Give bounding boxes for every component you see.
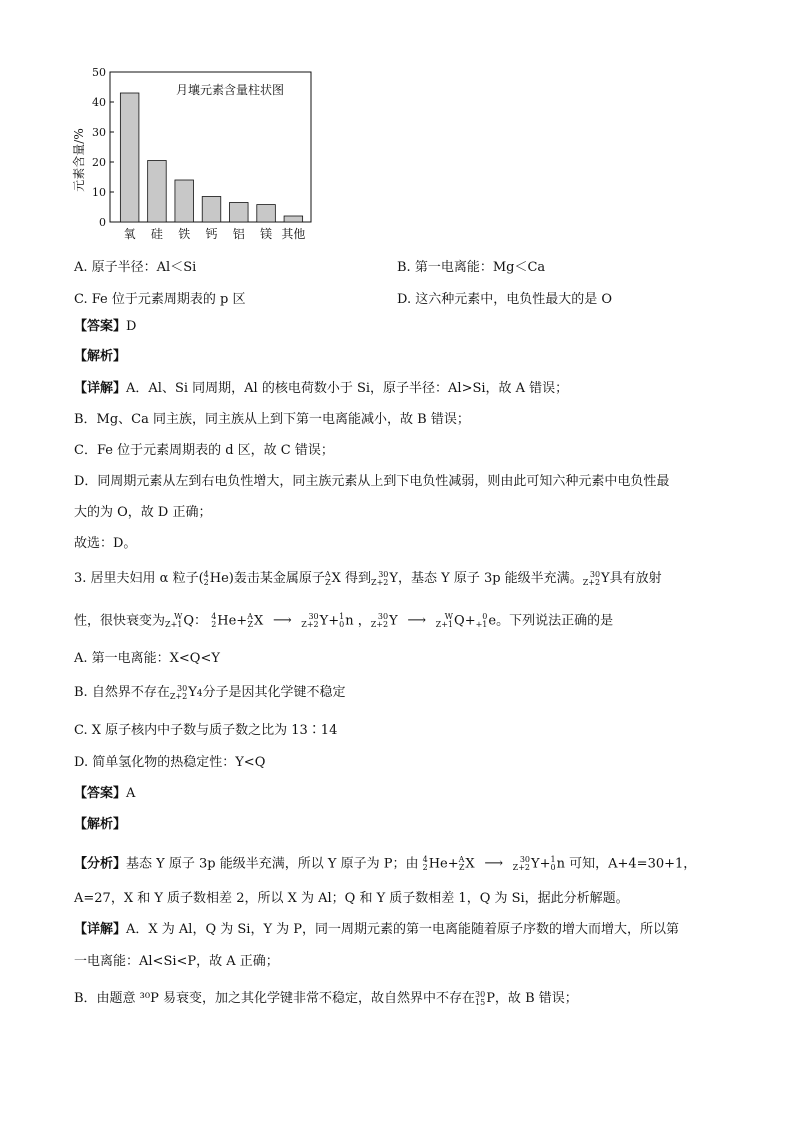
y-isotope: 30 Z+2 xyxy=(169,683,188,701)
q2-answer: D xyxy=(126,319,137,334)
bar-铝 xyxy=(230,203,249,223)
q2-detail-d1: D．同周期元素从左到右电负性增大，同主族元素从上到下电负性减弱，则由此可知六种元素中电负性最 xyxy=(74,474,670,489)
q3-option-b-text: B. 自然界不存在 xyxy=(74,685,170,700)
q2-option-b: B. 第一电离能：Mg＜Ca xyxy=(397,260,546,275)
alpha-isotope: 4 2 xyxy=(203,569,209,587)
q3-option-b xyxy=(74,684,346,703)
q2-option-c: C. Fe 位于元素周期表的 p 区 xyxy=(74,292,246,307)
y-tick-label: 0 xyxy=(99,216,106,229)
x-isotope: A Z xyxy=(324,569,331,587)
y-tick-label: 40 xyxy=(92,96,106,109)
q3-detail-a1: A．X 为 Al，Q 为 Si，Y 为 P，同一周期元素的第一电离能随着原子序数的增大而增大，所以第 xyxy=(126,922,680,937)
y-isotope: 30 Z+2 xyxy=(512,855,531,872)
q3-stem-text: Y，基态 Y 原子 3p 能级半充满。 xyxy=(389,571,583,586)
q2-detail-a-line xyxy=(74,380,568,398)
q3-fenxi-line1: 【分析】基态 Y 原子 3p 能级半充满，所以 Y 原子为 P；由 4 2 He+ A Z X ⟶ 30 Z+2 Y+ 1 0 n 可知，A+4=30+1， xyxy=(74,855,697,872)
q3-option-b-text: Y xyxy=(188,685,197,700)
detail-tag: 【详解】 xyxy=(74,381,127,396)
q3-stem-text: Y具有放射 xyxy=(601,571,662,586)
x-tick-label: 铝 xyxy=(232,227,245,241)
q3-stem-text: 3. 居里夫妇用 α 粒子( xyxy=(74,571,204,586)
he-isotope: 4 2 xyxy=(422,855,428,872)
bar-铁 xyxy=(175,180,194,222)
bar-钙 xyxy=(202,197,221,223)
bar-其他 xyxy=(284,216,303,222)
q3-answer: A xyxy=(126,786,136,801)
y-tick-label: 50 xyxy=(92,66,106,79)
q3-fenxi-text: 基态 Y 原子 3p 能级半充满，所以 Y 原子为 P；由 xyxy=(126,856,419,872)
y-tick-label: 20 xyxy=(92,156,106,169)
x-tick-label: 镁 xyxy=(260,227,273,241)
he-isotope: 4 2 xyxy=(211,612,217,629)
q2-analysis-tag: 【解析】 xyxy=(74,349,127,364)
p30-isotope: 30 15 xyxy=(475,989,486,1007)
reaction-arrow: ⟶ xyxy=(272,613,292,628)
q3-answer-line xyxy=(74,785,135,803)
x-tick-label: 氧 xyxy=(123,227,136,241)
q3-stem-text: 。下列说法正确的是 xyxy=(496,613,614,629)
neutron-isotope: 1 0 xyxy=(550,855,556,872)
q2-conclusion: 故选：D。 xyxy=(74,536,137,551)
y-isotope: 30 Z+2 xyxy=(582,569,601,587)
q-isotope: W Z+1 xyxy=(435,612,454,629)
q3-fenxi-line2: A=27，X 和 Y 质子数相差 2，所以 X 为 Al；Q 和 Y 质子数相差 1，Q 为 Si，据此分析解题。 xyxy=(74,891,629,906)
x-tick-label: 铁 xyxy=(178,227,191,241)
positron-isotope: 0 +1 xyxy=(475,612,488,629)
q3-stem-text: He xyxy=(209,571,229,586)
q2-detail-c: C．Fe 位于元素周期表的 d 区，故 C 错误； xyxy=(74,443,334,458)
q3-detail-b-line xyxy=(74,990,578,1008)
q3-detail-a1-line xyxy=(74,921,679,939)
answer-tag: 【答案】 xyxy=(74,786,127,801)
x-isotope: A Z xyxy=(458,855,465,872)
q3-detail-b2: P，故 B 错误； xyxy=(486,991,578,1006)
q3-stem-text: Q： xyxy=(183,613,208,629)
q2-detail-d2: 大的为 O，故 D 正确； xyxy=(74,505,212,520)
y-axis-label: 元素含量/% xyxy=(72,128,86,192)
x-tick-label: 其他 xyxy=(281,227,306,241)
element-content-bar-chart xyxy=(66,62,326,247)
q2-answer-line xyxy=(74,318,136,336)
neutron-isotope: 1 0 xyxy=(339,612,345,629)
bar-镁 xyxy=(257,205,276,222)
reaction-arrow: ⟶ xyxy=(407,613,426,628)
q3-stem-line1 xyxy=(74,570,662,588)
q3-detail-a2: 一电离能：Al<Si<P，故 A 正确； xyxy=(74,954,279,969)
q3-option-a: A. 第一电离能：X<Q<Y xyxy=(74,651,220,666)
q-isotope: W Z+1 xyxy=(165,612,183,629)
chart-title: 月壤元素含量柱状图 xyxy=(176,83,285,97)
q3-stem-text: 性，很快衰变为 xyxy=(74,613,166,629)
q2-detail-b: B．Mg、Ca 同主族，同主族从上到下第一电离能减小，故 B 错误； xyxy=(74,412,470,427)
q3-fenxi-text: 可知，A+4=30+1， xyxy=(569,856,697,872)
answer-tag: 【答案】 xyxy=(74,319,127,334)
q2-option-a: A. 原子半径：Al＜Si xyxy=(74,260,197,275)
reaction-arrow: ⟶ xyxy=(484,856,503,871)
y-isotope: 30 Z+2 xyxy=(301,612,319,629)
q3-option-b-text: 分子是因其化学键不稳定 xyxy=(202,685,346,700)
q3-option-d: D. 简单氢化物的热稳定性：Y<Q xyxy=(74,755,266,770)
x-isotope: A Z xyxy=(247,612,253,629)
detail-tag: 【详解】 xyxy=(74,922,127,937)
y-isotope: 30 Z+2 xyxy=(371,569,389,587)
q3-stem-line2: 性，很快衰变为 W Z+1 Q： 4 2 He+ A Z X ⟶ 30 Z+2 Y+ 1 0 n ， 30 Z+2 Y ⟶ W Z+1 Q+ 0 +1 e。下列说法正确的是 xyxy=(74,612,614,629)
q3-analysis-tag: 【解析】 xyxy=(74,817,127,832)
subscript-4: 4 xyxy=(196,689,203,699)
x-tick-label: 钙 xyxy=(205,227,218,241)
bar-硅 xyxy=(148,161,167,223)
fenxi-tag: 【分析】 xyxy=(74,856,127,872)
q2-option-d: D. 这六种元素中，电负性最大的是 O xyxy=(397,292,613,307)
q2-detail-a: A．Al、Si 同周期，Al 的核电荷数小于 Si，原子半径：Al>Si，故 A 错误； xyxy=(126,381,569,396)
q3-detail-b1: B．由题意 ³⁰P 易衰变，加之其化学键非常不稳定，故自然界中不存在 xyxy=(74,991,475,1006)
y-tick-label: 30 xyxy=(92,126,106,139)
bar-氧 xyxy=(120,93,139,222)
q3-stem-text: )轰击某金属原子 xyxy=(228,571,325,586)
q3-stem-text: X 得到 xyxy=(331,571,372,586)
x-tick-label: 硅 xyxy=(150,227,163,241)
q3-option-c: C. X 原子核内中子数与质子数之比为 13∶14 xyxy=(74,723,338,738)
y-isotope: 30 Z+2 xyxy=(370,612,389,629)
y-tick-label: 10 xyxy=(92,186,106,199)
